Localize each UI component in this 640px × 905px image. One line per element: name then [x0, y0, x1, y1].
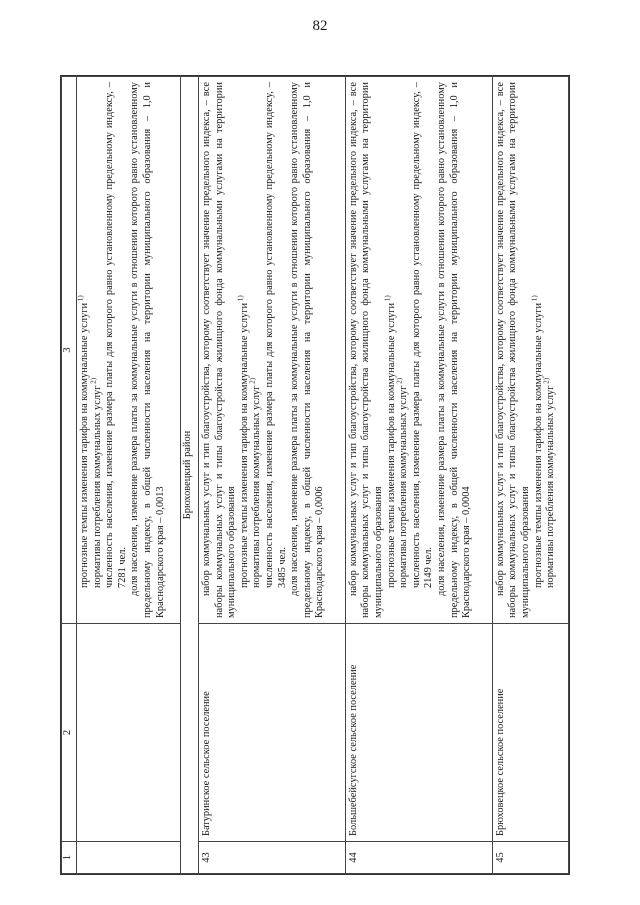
settlement-name — [77, 624, 181, 842]
description-line: численность населения, изменение размера платы для которого равно установленному предельному индексу, – 7281 чел. — [104, 82, 128, 588]
section-title: Брюховецкий район — [181, 77, 198, 874]
description-line: набор коммунальных услуг и тип благоустройства, которому соответствует значение предельного индекса, – все наборы коммунальных услуг и типы благоустройства жилищного фонда коммунальными услугами на территории муниципального образования — [200, 82, 238, 618]
header-col-3: 3 — [62, 77, 77, 624]
table-row — [181, 77, 198, 874]
row-number: 44 — [345, 842, 492, 874]
description-line: нормативы потребления коммунальных услуг $^{2)}$ — [542, 377, 557, 588]
footnote-mark: 1) — [236, 295, 245, 303]
row-number: 45 — [492, 842, 568, 874]
description-line: прогнозные темпы изменения тарифов на коммунальные услуги $^{1)}$ — [383, 295, 397, 588]
description-line: численность населения, изменение размера платы для которого равно установленному предельному индексу, – 3485 чел. — [263, 82, 288, 588]
description-line: прогнозные темпы изменения тарифов на коммунальные услуги $^{1)}$ — [236, 295, 250, 588]
row-number — [77, 842, 181, 874]
description-line: доля населения, изменение размера платы за коммунальные услуги в отношении которого равно установленному предельному индексу, в общей численности населения на территории муниципального образования – 1,0 и Краснодарского края – 0,0004 — [436, 82, 473, 618]
table-body — [77, 77, 569, 874]
table-row — [198, 77, 345, 874]
indices-table — [60, 75, 570, 875]
description-line: нормативы потребления коммунальных услуг $^{2)}$ — [248, 377, 263, 588]
description-line: прогнозные темпы изменения тарифов на коммунальные услуги $^{1)}$ — [530, 295, 544, 588]
description-line: нормативы потребления коммунальных услуг $^{2)}$ — [89, 377, 103, 588]
table-row — [77, 77, 181, 874]
footnote-mark: 2) — [248, 377, 257, 386]
description-line: нормативы потребления коммунальных услуг $^{2)}$ — [395, 377, 410, 588]
row-number: 43 — [198, 842, 345, 874]
rotated-table-area — [60, 75, 570, 875]
description-line: доля населения, изменение размера платы за коммунальные услуги в отношении которого равно установленному предельному индексу, в общей численности населения на территории муниципального образования – 1,0 и Краснодарского края – 0,0013 — [129, 82, 166, 618]
footnote-mark: 1) — [76, 295, 85, 303]
description-line: набор коммунальных услуг и тип благоустройства, которому соответствует значение предельного индекса, – все наборы коммунальных услуг и типы благоустройства жилищного фонда коммунальными услугами на территории муниципального образования — [347, 82, 385, 618]
description-line: доля населения, изменение размера платы за коммунальные услуги в отношении которого равно установленному предельному индексу, в общей численности населения на территории муниципального образования – 1,0 и Краснодарского края – 0,0006 — [289, 82, 326, 618]
description-cell — [198, 77, 345, 624]
header-row — [62, 77, 77, 874]
settlement-name: Большебейсугское сельское поселение — [345, 624, 492, 842]
footnote-mark: 2) — [89, 377, 98, 386]
settlement-name: Брюховецкое сельское поселение — [492, 624, 568, 842]
settlement-name: Батуринское сельское поселение — [198, 624, 345, 842]
table-row — [345, 77, 492, 874]
header-col-1: 1 — [62, 842, 77, 874]
footnote-mark: 1) — [530, 295, 539, 303]
footnote-mark: 1) — [383, 295, 392, 303]
header-col-2: 2 — [62, 624, 77, 842]
description-cell — [492, 77, 568, 624]
description-cell — [345, 77, 492, 624]
description-line: набор коммунальных услуг и тип благоустройства, которому соответствует значение предельного индекса, – все наборы коммунальных услуг и типы благоустройства жилищного фонда коммунальными услугами на территории муниципального образования — [494, 82, 531, 618]
footnote-mark: 2) — [542, 377, 551, 386]
table-row — [492, 77, 568, 874]
description-cell — [77, 77, 181, 624]
description-line: прогнозные темпы изменения тарифов на коммунальные услуги $^{1)}$ — [76, 295, 90, 588]
description-line: численность населения, изменение размера платы для которого равно установленному предельному индексу, – 2149 чел. — [410, 82, 435, 588]
page-number: 82 — [312, 18, 328, 34]
footnote-mark: 2) — [395, 377, 404, 386]
table — [61, 76, 569, 874]
